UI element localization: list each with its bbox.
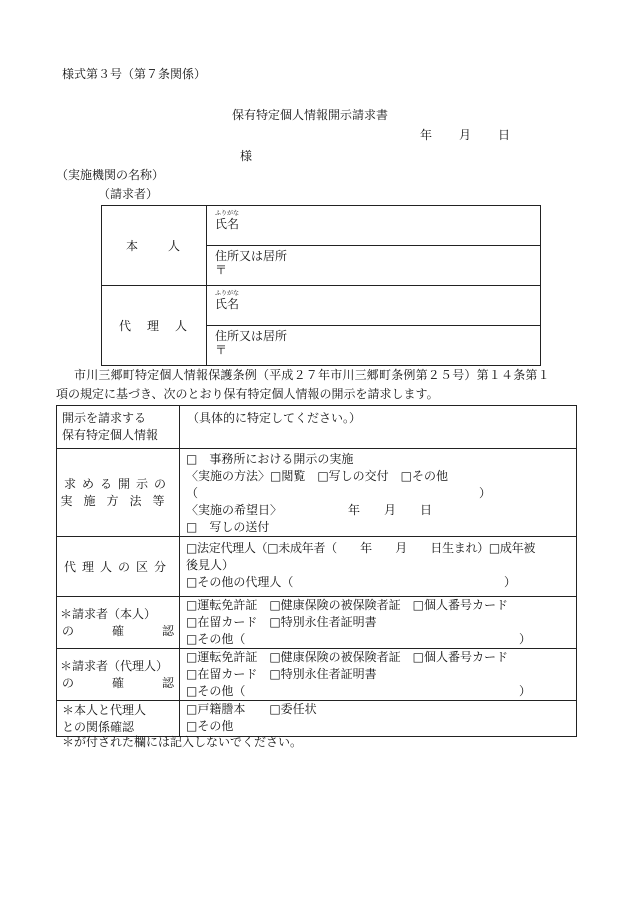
document-title: 保有特定個人情報開示請求書 [232,108,389,122]
principal-id-check-label: ＊請求者（本人） の 確 認 [57,597,180,649]
date-month-label: 月 [459,128,472,142]
request-details-table [56,405,577,737]
other-agent-option[interactable]: □その他の代理人（ [186,575,294,589]
preferred-date[interactable]: 〈実施の希望日〉 年 月 日 [186,503,433,517]
agent-address-field[interactable] [207,326,541,366]
other-id-option[interactable]: □その他（ [186,684,246,698]
agent-id-check-label: ＊請求者（代理人） の 確 認 [57,649,180,701]
relationship-document-options[interactable]: □戸籍謄本 □委任状 [186,702,317,716]
disclosure-method-options[interactable]: 〈実施の方法〉□閲覧 □写しの交付 □その他 [186,469,449,483]
disclosure-method-label: 求める開示の 実施方法等 [57,449,180,537]
requested-info-field[interactable]: （具体的に特定してください。） [180,406,577,449]
date-day-label: 日 [498,128,511,142]
principal-label: 本 人 [102,206,207,286]
name-label: 氏名 [215,217,240,231]
furigana-label: ふりがな [215,210,240,217]
sama-honorific: 様 [240,149,253,163]
name-label: 氏名 [215,297,240,311]
agency-name-label: （実施機関の名称） [56,168,165,182]
relationship-check-field [180,701,577,737]
id-document-options[interactable]: □運転免許証 □健康保険の被保険者証 □個人番号カード [186,650,509,664]
statement-line-1: 市川三郷町特定個人情報保護条例（平成２７年市川三郷町条例第２５号）第１４条第１ [74,368,550,382]
agent-category-field: □法定代理人（□未成年者（ 年 月 日生まれ）□成年被 後見人） □その他の代理人（ ） [180,537,577,597]
agent-label: 代 理 人 [102,286,207,366]
statement-line-2: 項の規定に基づき、次のとおり保有特定個人情報の開示を請求します。 [56,387,439,401]
principal-name-field[interactable] [207,206,541,246]
principal-address-field[interactable] [207,246,541,286]
postal-mark: 〒 [215,343,228,357]
residence-card-options[interactable]: □在留カード □特別永住者証明書 [186,615,377,629]
residence-card-options[interactable]: □在留カード □特別永住者証明書 [186,667,377,681]
address-label: 住所又は居所 [215,329,288,343]
legal-agent-option[interactable]: □法定代理人（□未成年者（ 年 月 日生まれ）□成年被 [186,541,536,555]
agent-id-check-field: □運転免許証 □健康保険の被保険者証 □個人番号カード □在留カード □特別永住者証明書 □その他（ ） [180,649,577,701]
applicant-table [101,205,541,366]
address-label: 住所又は居所 [215,249,288,263]
footer-note: ＊が付された欄には記入しないでください。 [62,735,303,749]
disclosure-method-field: □ 事務所における開示の実施 〈実施の方法〉□閲覧 □写しの交付 □その他 （ ） 〈実施の希望日〉 年 月 日 □ 写しの送付 [180,449,577,537]
form-number: 様式第３号（第７条関係） [62,67,207,81]
office-disclosure-option[interactable]: □ 事務所における開示の実施 [186,452,354,466]
requester-label: （請求者） [98,187,159,201]
other-relationship-option[interactable]: □その他 [186,719,234,733]
id-document-options[interactable]: □運転免許証 □健康保険の被保険者証 □個人番号カード [186,598,509,612]
principal-id-check-field: □運転免許証 □健康保険の被保険者証 □個人番号カード □在留カード □特別永住者証明書 □その他（ ） [180,597,577,649]
agent-category-label: 代理人の区分 [57,537,180,597]
date-year-label: 年 [420,128,433,142]
relationship-check-label: ＊本人と代理人 との関係確認 [57,701,180,737]
other-id-option[interactable]: □その他（ [186,632,246,646]
furigana-label: ふりがな [215,290,240,297]
agent-name-field[interactable] [207,286,541,326]
postal-mark: 〒 [215,263,228,277]
requested-info-label: 開示を請求する 保有特定個人情報 [57,406,180,449]
mail-copy-option[interactable]: □ 写しの送付 [186,520,270,534]
